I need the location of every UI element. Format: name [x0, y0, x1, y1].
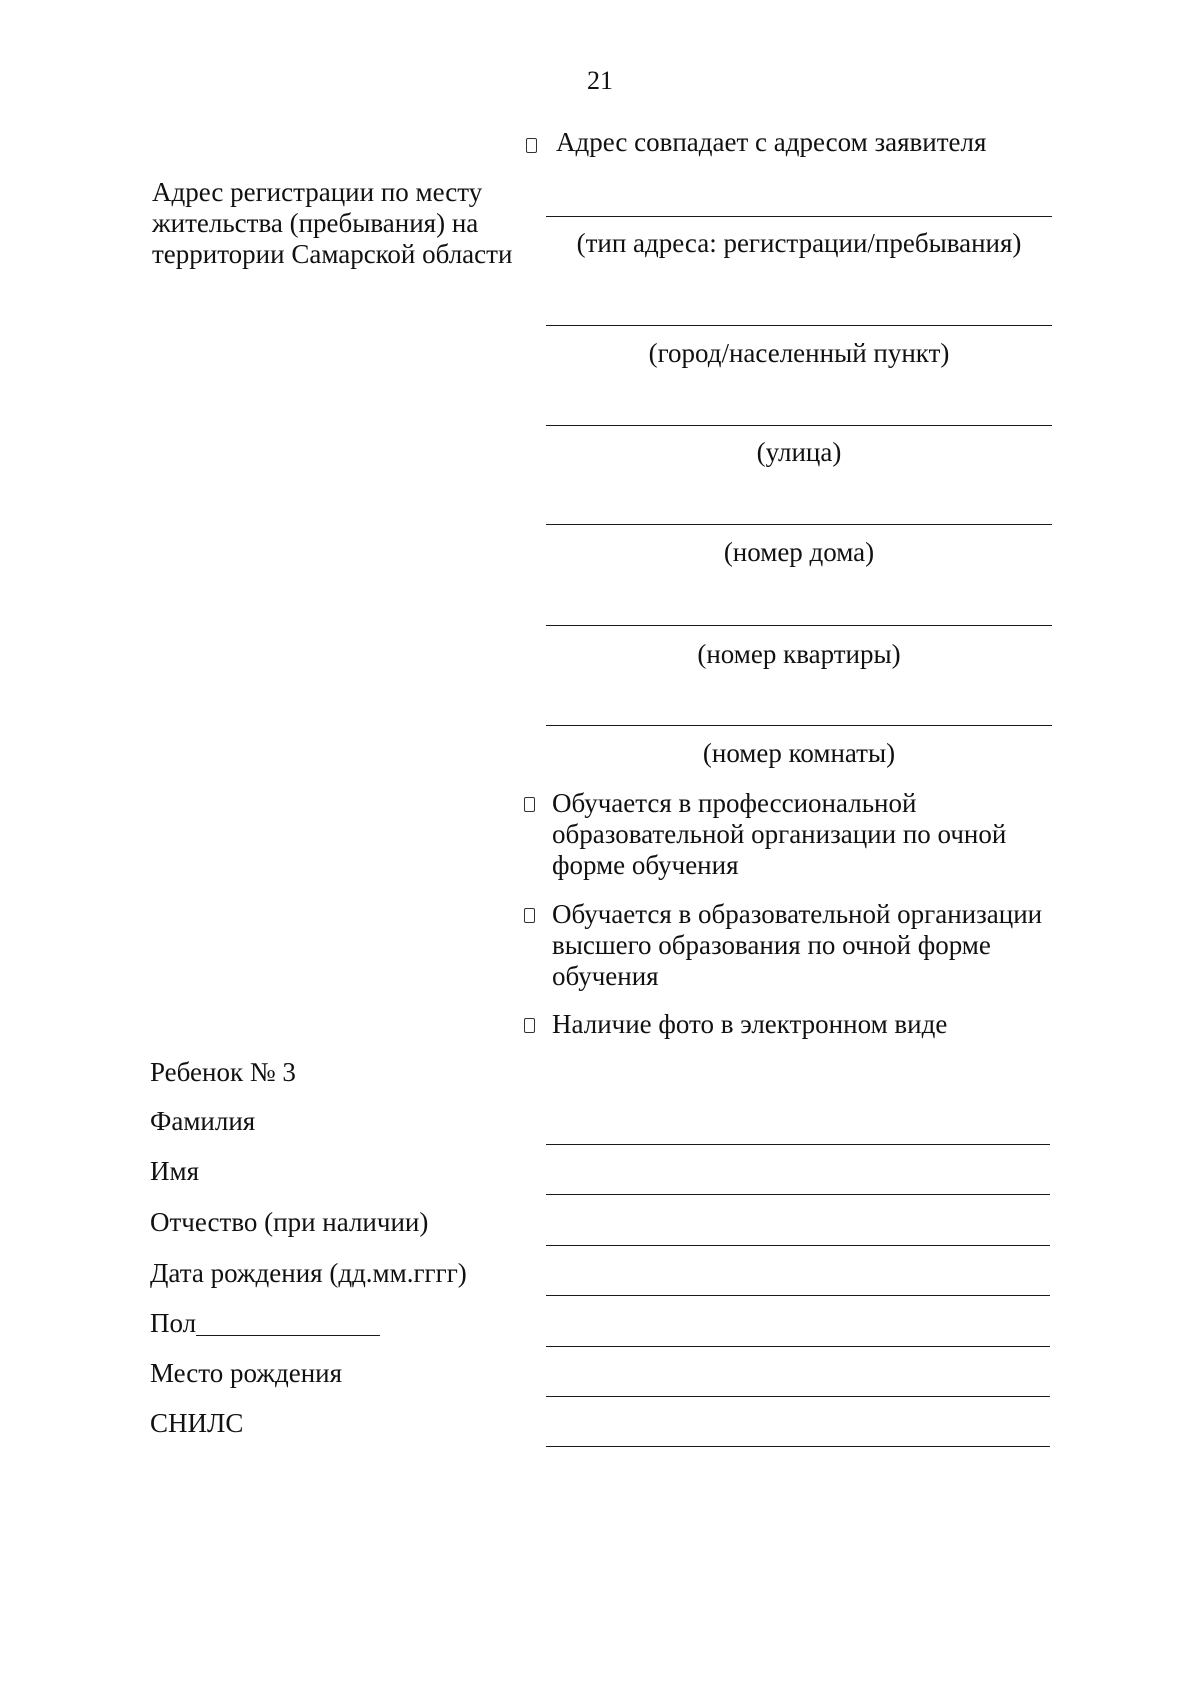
vocational-option-line-2: образовательной организации по очной [552, 819, 1007, 849]
birth-date-input-line[interactable] [546, 1295, 1050, 1296]
address-type-input-line[interactable] [546, 216, 1052, 217]
higher-option-line-2: высшего образования по очной форме [552, 930, 991, 960]
snils-label: СНИЛС [150, 1408, 244, 1438]
page-number: 21 [587, 66, 613, 95]
gender-inline-line[interactable] [196, 1335, 380, 1336]
birth-date-label: Дата рождения (дд.мм.гггг) [150, 1258, 467, 1288]
higher-option-line-3: обучения [552, 961, 659, 991]
vocational-option-line-3: форме обучения [552, 850, 739, 880]
surname-input-line[interactable] [546, 1144, 1050, 1145]
room-number-caption: (номер комнаты) [702, 738, 896, 768]
house-number-caption: (номер дома) [723, 537, 875, 567]
electronic-photo-checkbox[interactable] [524, 1018, 535, 1033]
room-number-input-line[interactable] [546, 725, 1052, 726]
address-label-line-2: жительства (пребывания) на [152, 208, 479, 238]
patronymic-input-line[interactable] [546, 1245, 1050, 1246]
child-title: Ребенок № 3 [150, 1057, 296, 1087]
city-caption: (город/населенный пункт) [648, 338, 950, 368]
surname-label: Фамилия [150, 1106, 256, 1136]
street-caption: (улица) [756, 437, 842, 467]
first-name-label: Имя [150, 1156, 200, 1186]
address-label-line-3: территории Самарской области [152, 239, 513, 269]
house-number-input-line[interactable] [546, 524, 1052, 525]
vocational-education-checkbox[interactable] [524, 797, 535, 812]
birth-place-input-line[interactable] [546, 1396, 1050, 1397]
vocational-option-line-1: Обучается в профессиональной [552, 788, 917, 818]
patronymic-label: Отчество (при наличии) [150, 1207, 429, 1237]
higher-education-checkbox[interactable] [524, 908, 535, 923]
first-name-input-line[interactable] [546, 1194, 1050, 1195]
apartment-number-input-line[interactable] [546, 625, 1052, 626]
address-type-caption: (тип адреса: регистрации/пребывания) [576, 228, 1022, 258]
electronic-photo-label: Наличие фото в электронном виде [552, 1009, 948, 1039]
same-address-checkbox[interactable] [526, 138, 537, 153]
gender-input-line[interactable] [546, 1346, 1050, 1347]
city-input-line[interactable] [546, 325, 1052, 326]
address-label-line-1: Адрес регистрации по месту [152, 177, 483, 207]
street-input-line[interactable] [546, 425, 1052, 426]
gender-label: Пол [150, 1308, 197, 1338]
apartment-number-caption: (номер квартиры) [697, 639, 901, 669]
same-address-label: Адрес совпадает с адресом заявителя [556, 127, 987, 157]
birth-place-label: Место рождения [150, 1358, 343, 1388]
snils-input-line[interactable] [546, 1446, 1050, 1447]
higher-option-line-1: Обучается в образовательной организации [552, 899, 1043, 929]
